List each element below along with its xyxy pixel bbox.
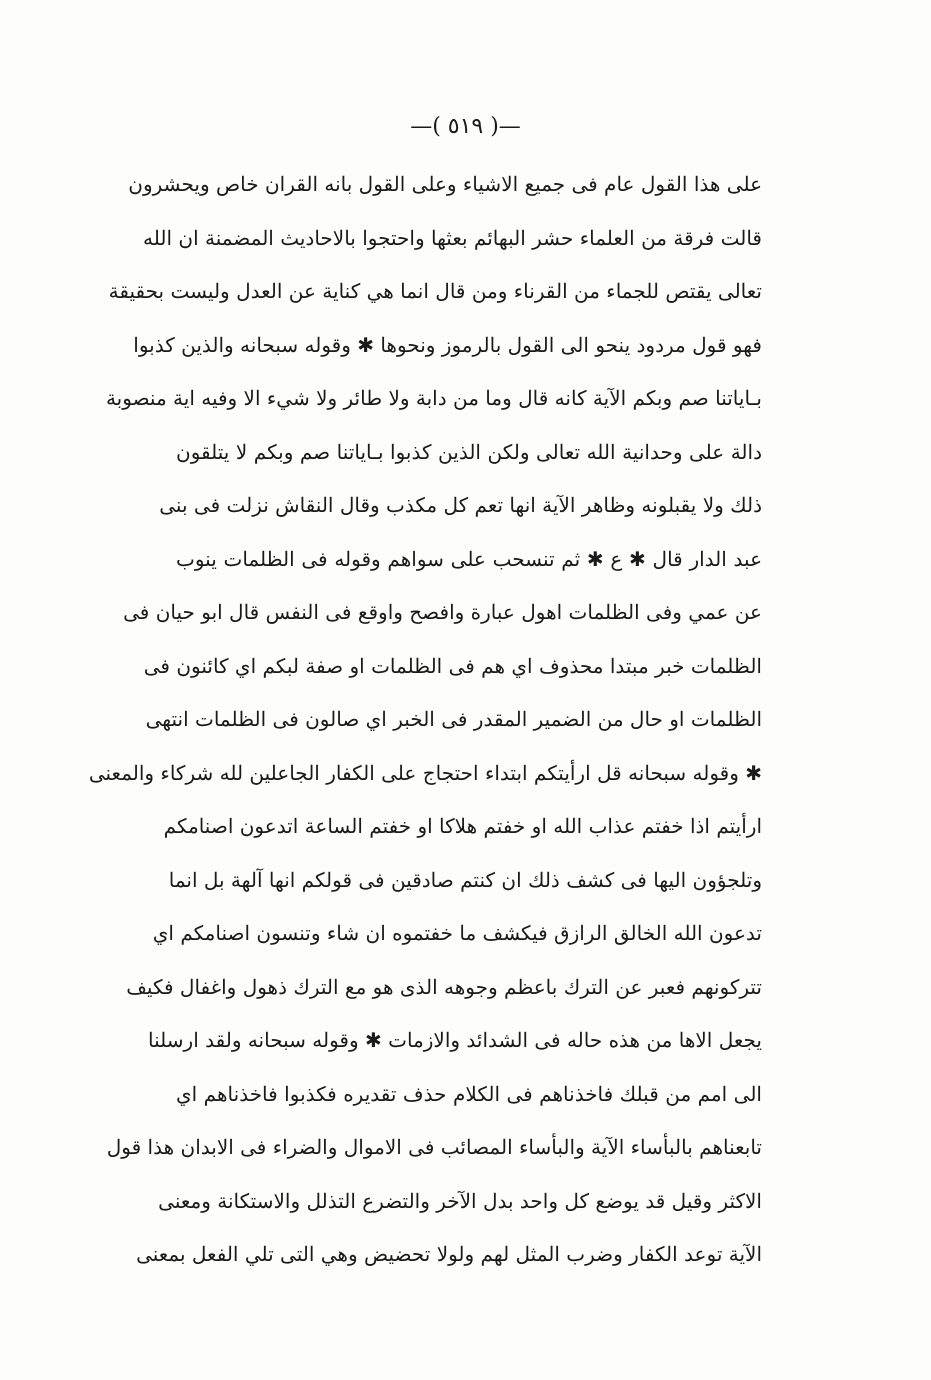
- text-line: ارأيتم اذا خفتم عذاب الله او خفتم هلاكا او خفتم الساعة اتدعون اصنامكم: [163, 814, 762, 838]
- text-line: ✱ وقوله سبحانه قل ارأيتكم ابتداء احتجاج على الكفار الجاعلين لله شركاء والمعنى: [88, 760, 762, 785]
- text-line: الآية توعد الكفار وضرب المثل لهم ولولا تحضيض وهي التى تلي الفعل بمعنى: [136, 1242, 762, 1266]
- text-line: عن عمي وفى الظلمات اهول عبارة وافصح واوقع فى النفس قال ابو حيان فى: [123, 600, 762, 624]
- text-line: ذلك ولا يقبلونه وظاهر الآية انها تعم كل مكذب وقال النقاش نزلت فى بنى: [159, 493, 762, 517]
- text-line: تابعناهم بالبأساء الآية والبأساء المصائب فى الاموال والضراء فى الابدان هذا قول: [106, 1135, 762, 1159]
- text-line: يجعل الاها من هذه حاله فى الشدائد والازمات ✱ وقوله سبحانه ولقد ارسلنا: [148, 1028, 762, 1052]
- text-line: تتركونهم فعبر عن الترك باعظم وجوهه الذى هو مع الترك ذهول واغفال فكيف: [126, 974, 762, 999]
- text-line: الاكثر وقيل قد يوضع كل واحد بدل الآخر والتضرع التذلل والاستكانة ومعنى: [158, 1188, 762, 1213]
- text-line: بـاياتنا صم وبكم الآية كانه قال وما من دابة ولا طائر ولا شيء الا وفيه اية منصوبة: [105, 386, 762, 410]
- text-line: الظلمات خبر مبتدا محذوف اي هم فى الظلمات او صفة لبكم اي كائنون فى: [143, 653, 762, 678]
- text-line: قالت فرقة من العلماء حشر البهائم بعثها واحتجوا بالاحاديث المضمنة ان الله: [143, 225, 762, 250]
- text-line: تعالى يقتص للجماء من القرناء ومن قال انما هي كناية عن العدل وليست بحقيقة: [108, 279, 762, 303]
- text-line: وتلجؤون اليها فى كشف ذلك ان كنتم صادقين فى قولكم انها آلهة بل انما: [168, 867, 762, 892]
- text-line: على هذا القول عام فى جميع الاشياء وعلى القول بانه القران خاص ويحشرون: [128, 172, 762, 196]
- text-line: الظلمات او حال من الضمير المقدر فى الخبر اي صالون فى الظلمات انتهى: [145, 707, 762, 731]
- text-line: الى امم من قبلك فاخذناهم فى الكلام حذف تقديره فكذبوا فاخذناهم اي: [176, 1081, 762, 1106]
- text-line: عبد الدار قال ✱ ع ✱ ثم تنسحب على سواهم وقوله فى الظلمات ينوب: [176, 546, 762, 571]
- text-line: دالة على وحدانية الله تعالى ولكن الذين كذبوا بـاياتنا صم وبكم لا يتلقون: [176, 439, 762, 464]
- text-line: تدعون الله الخالق الرازق فيكشف ما خفتموه ان شاء وتنسون اصنامكم اي: [152, 921, 762, 945]
- page-number: —( ٥١٩ )—: [410, 114, 521, 139]
- body-text: [88, 158, 762, 1282]
- text-line: فهو قول مردود ينحو الى القول بالرموز ونحوها ✱ وقوله سبحانه والذين كذبوا: [133, 332, 762, 357]
